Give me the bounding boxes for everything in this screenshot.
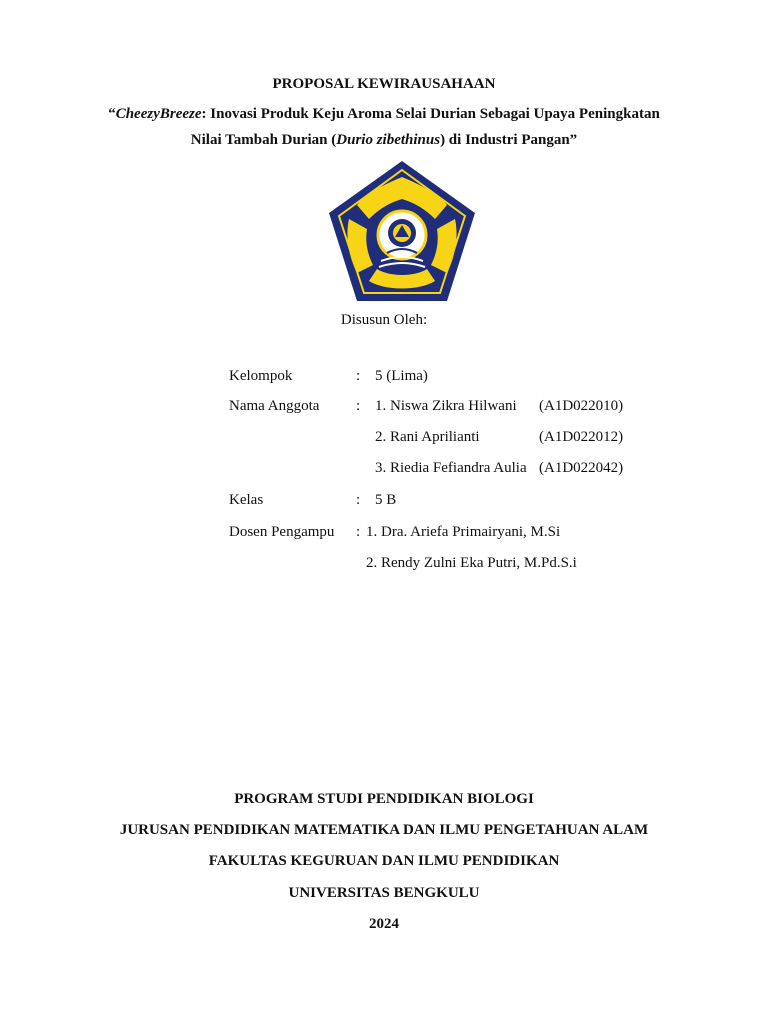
lecturer-name: 1. Dra. Ariefa Primairyani, M.Si xyxy=(366,524,561,540)
member-nim: (A1D022042) xyxy=(539,460,624,476)
class-label: Kelas xyxy=(229,492,264,508)
group-label: Kelompok xyxy=(229,368,293,384)
title-line-2-post: ) di Industri Pangan” xyxy=(440,132,578,148)
group-value: 5 (Lima) xyxy=(375,368,428,384)
member-nim: (A1D022012) xyxy=(539,429,624,445)
prepared-by-label: Disusun Oleh: xyxy=(340,312,428,328)
members-label: Nama Anggota xyxy=(229,398,320,414)
member-name: 3. Riedia Fefiandra Aulia xyxy=(375,460,527,476)
title-line-1-text: : Inovasi Produk Keju Aroma Selai Durian Sebagai Upaya Peningkatan xyxy=(201,106,660,122)
title-line-1 xyxy=(0,106,768,123)
title-line-2-pre: Nilai Tambah Durian ( xyxy=(190,132,337,148)
members-colon: : xyxy=(356,398,361,414)
member-nim: (A1D022010) xyxy=(539,398,624,414)
title-brand: CheezyBreeze xyxy=(115,106,202,122)
member-name: 1. Niswa Zikra Hilwani xyxy=(375,398,517,414)
class-value: 5 B xyxy=(375,492,397,508)
title-line-2 xyxy=(0,132,768,149)
lecturer-name: 2. Rendy Zulni Eka Putri, M.Pd.S.i xyxy=(366,555,577,571)
class-colon: : xyxy=(356,492,361,508)
proposal-heading: PROPOSAL KEWIRAUSAHAAN xyxy=(272,76,496,92)
title-open-quote: “ xyxy=(108,106,116,122)
member-name: 2. Rani Aprilianti xyxy=(375,429,480,445)
lecturer-label: Dosen Pengampu xyxy=(229,524,335,540)
university-name: UNIVERSITAS BENGKULU xyxy=(288,885,480,901)
department-name: JURUSAN PENDIDIKAN MATEMATIKA DAN ILMU PENGETAHUAN ALAM xyxy=(119,822,649,838)
lecturer-colon: : xyxy=(356,524,361,540)
program-name: PROGRAM STUDI PENDIDIKAN BIOLOGI xyxy=(234,791,534,807)
year: 2024 xyxy=(369,916,399,932)
group-colon: : xyxy=(356,368,361,384)
university-pentagon-emblem-icon xyxy=(329,161,475,301)
title-species: Durio zibethinus xyxy=(336,132,441,148)
faculty-name: FAKULTAS KEGURUAN DAN ILMU PENDIDIKAN xyxy=(208,853,560,869)
